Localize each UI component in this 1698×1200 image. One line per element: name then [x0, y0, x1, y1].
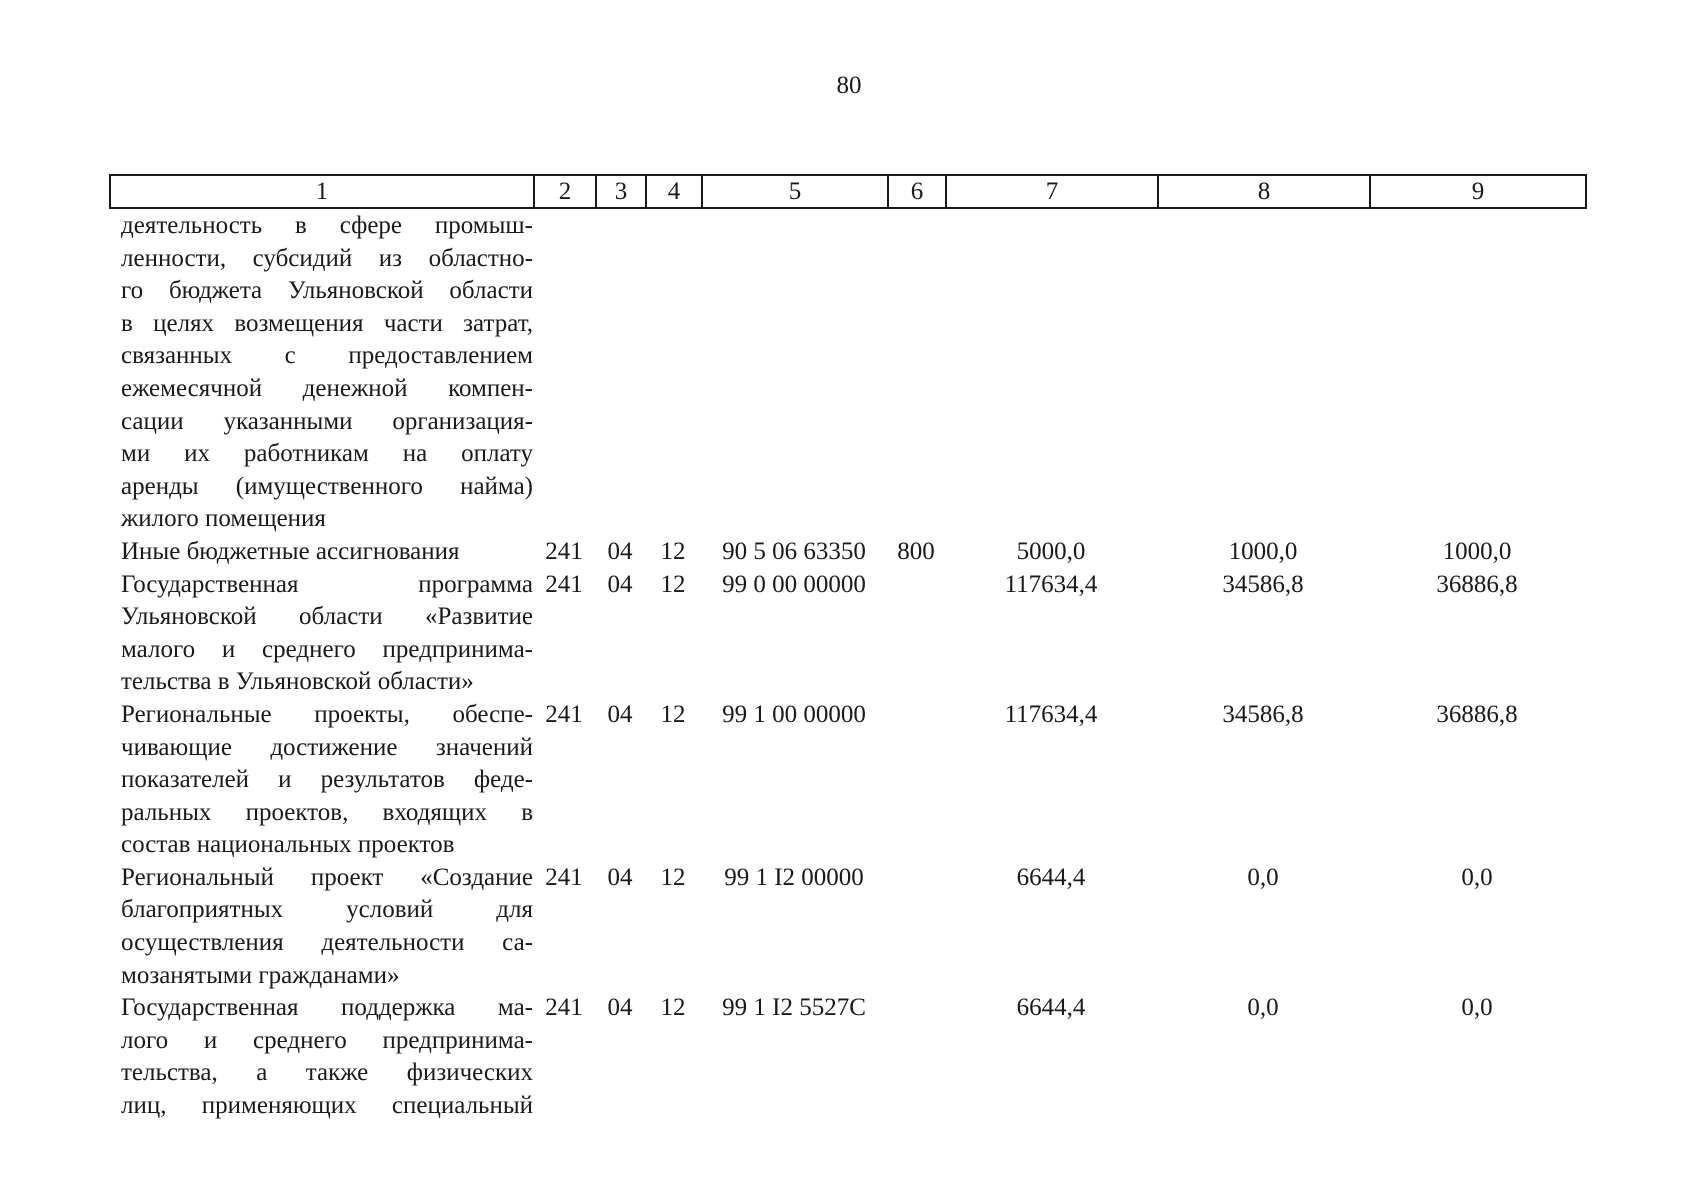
description-line: в целях возмещения части затрат, [121, 309, 533, 337]
section-code: 04 [607, 994, 633, 1022]
subsection-code: 12 [660, 994, 686, 1022]
expense-type-code [887, 569, 945, 699]
amount-col-9: 0,0 [1461, 994, 1493, 1022]
section-code: 04 [607, 700, 633, 728]
description-line: ежемесячной денежной компен- [121, 374, 533, 402]
table-row [109, 992, 1585, 1122]
section-code: 04 [607, 863, 633, 891]
description-line: лиц, применяющих специальный [121, 1092, 533, 1120]
description-line: Региональный проект «Создание [121, 863, 533, 891]
expense-type-code: 800 [897, 537, 935, 565]
amount-col-8: 0,0 [1247, 994, 1279, 1022]
description-line: Ульяновской области «Развитие [121, 603, 533, 631]
description-line: Иные бюджетные ассигнования [121, 537, 460, 565]
description-line: деятельность в сфере промыш- [121, 212, 533, 239]
target-article-code: 99 0 00 00000 [722, 570, 866, 598]
header-col-4: 4 [646, 175, 702, 208]
description-line: тельства в Ульяновской области» [121, 668, 474, 696]
ministry-code: 241 [545, 570, 583, 598]
description-line: сации указанными организация- [121, 407, 533, 435]
amount-col-7: 6644,4 [1016, 863, 1086, 891]
row-description [109, 699, 533, 862]
page-number: 80 [836, 72, 862, 99]
description-line: аренды (имущественного найма) [121, 472, 533, 500]
description-line: ральных проектов, входящих в [121, 798, 533, 826]
description-line: осуществления деятельности са- [121, 929, 533, 957]
column-number-header [109, 174, 1587, 209]
row-description [109, 210, 533, 536]
table-row [109, 569, 1585, 699]
description-line: го бюджета Ульяновской области [121, 277, 533, 305]
subsection-code: 12 [660, 863, 686, 891]
description-line: малого и среднего предпринима- [121, 635, 533, 663]
amount-col-9: 36886,8 [1436, 700, 1518, 728]
row-description [109, 862, 533, 992]
section-code: 04 [607, 537, 633, 565]
description-line: лого и среднего предпринима- [121, 1026, 533, 1054]
amount-col-9: 36886,8 [1436, 570, 1518, 598]
header-col-1: 1 [110, 175, 534, 208]
description-line: чивающие достижение значений [121, 733, 533, 761]
description-line: состав национальных проектов [121, 831, 455, 859]
amount-col-8: 34586,8 [1222, 700, 1304, 728]
description-line: Региональные проекты, обеспе- [121, 700, 533, 728]
description-line: связанных с предоставлением [121, 342, 533, 370]
ministry-code: 241 [545, 700, 583, 728]
description-line: жилого помещения [121, 505, 326, 533]
subsection-code [645, 210, 701, 536]
amount-col-9: 1000,0 [1442, 537, 1512, 565]
amount-col-8: 34586,8 [1222, 570, 1304, 598]
table-row [109, 862, 1585, 992]
header-col-3: 3 [596, 175, 646, 208]
section-code: 04 [607, 570, 633, 598]
header-col-9: 9 [1370, 175, 1586, 208]
subsection-code: 12 [660, 570, 686, 598]
row-description [109, 536, 533, 569]
expense-type-code [887, 699, 945, 862]
description-line: Государственная поддержка ма- [121, 994, 533, 1022]
amount-col-7: 117634,4 [1004, 570, 1098, 598]
description-line: Государственная программа [121, 570, 533, 598]
subsection-code: 12 [660, 537, 686, 565]
ministry-code [533, 210, 595, 536]
amount-col-9 [1369, 210, 1585, 536]
table-row [109, 699, 1585, 862]
amount-col-8: 1000,0 [1228, 537, 1298, 565]
description-line: мозанятыми гражданами» [121, 961, 400, 989]
subsection-code: 12 [660, 700, 686, 728]
table-row [109, 210, 1585, 536]
section-code [595, 210, 645, 536]
amount-col-7: 6644,4 [1016, 994, 1086, 1022]
description-line: показателей и результатов феде- [121, 766, 533, 794]
header-col-7: 7 [946, 175, 1158, 208]
target-article-code: 99 1 I2 5527C [722, 994, 866, 1022]
target-article-code: 90 5 06 63350 [722, 537, 866, 565]
description-line: благоприятных условий для [121, 896, 533, 924]
table-row [109, 536, 1585, 569]
row-description [109, 569, 533, 699]
amount-col-8 [1157, 210, 1369, 536]
row-description [109, 992, 533, 1122]
amount-col-9: 0,0 [1461, 863, 1493, 891]
ministry-code: 241 [545, 537, 583, 565]
ministry-code: 241 [545, 863, 583, 891]
amount-col-8: 0,0 [1247, 863, 1279, 891]
expense-type-code [887, 992, 945, 1122]
description-line: ми их работникам на оплату [121, 440, 533, 468]
ministry-code: 241 [545, 994, 583, 1022]
budget-table-body [109, 210, 1585, 1123]
target-article-code: 99 1 00 00000 [722, 700, 866, 728]
expense-type-code [887, 862, 945, 992]
header-col-2: 2 [534, 175, 596, 208]
description-line: ленности, субсидий из областно- [121, 244, 533, 272]
header-col-6: 6 [888, 175, 946, 208]
header-col-8: 8 [1158, 175, 1370, 208]
description-line: тельства, а также физических [121, 1059, 533, 1087]
header-col-5: 5 [702, 175, 888, 208]
target-article-code: 99 1 I2 00000 [724, 863, 864, 891]
target-article-code [701, 210, 887, 536]
amount-col-7 [945, 210, 1157, 536]
expense-type-code [887, 210, 945, 536]
amount-col-7: 117634,4 [1004, 700, 1098, 728]
amount-col-7: 5000,0 [1016, 537, 1086, 565]
